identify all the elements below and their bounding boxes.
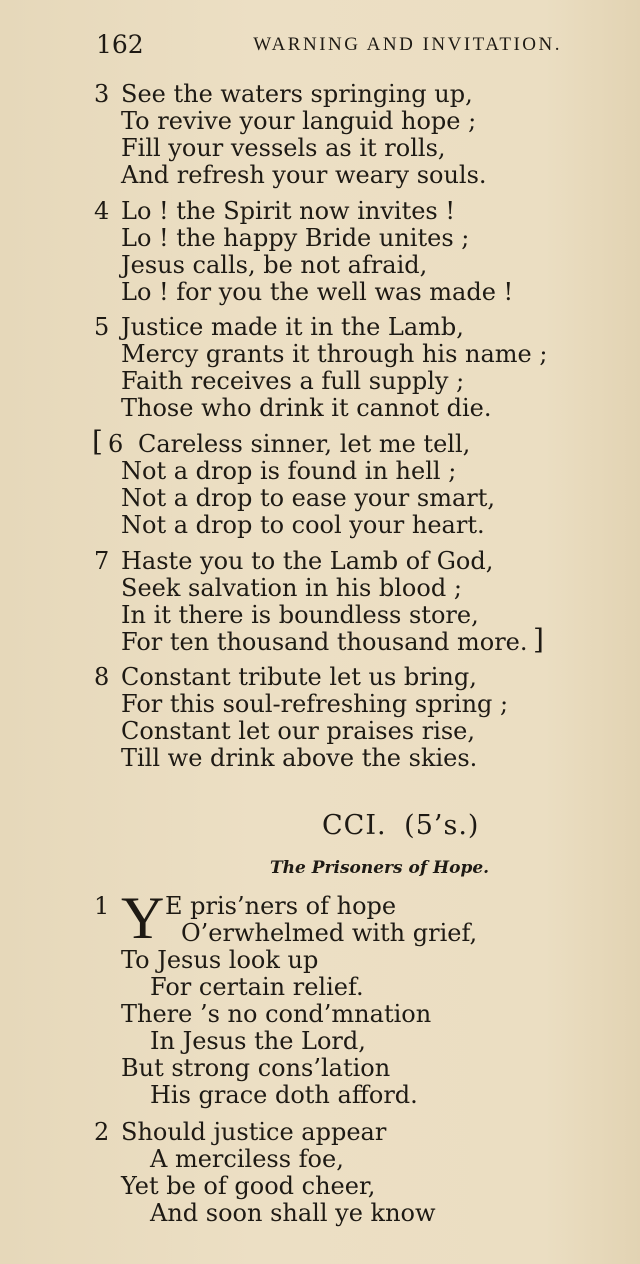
hymn-number: CCI. xyxy=(322,810,387,841)
hymn-subtitle: The Prisoners of Hope. xyxy=(270,858,490,878)
stanza-number: 3 xyxy=(94,80,110,108)
verse-line: In Jesus the Lord, xyxy=(150,1027,366,1055)
verse-line: Those who drink it cannot die. xyxy=(121,394,492,422)
verse-line: Constant let our praises rise, xyxy=(121,717,476,745)
running-head: WARNING AND INVITATION. xyxy=(253,34,562,55)
verse-line: Should justice appear xyxy=(121,1118,387,1146)
verse-line: To revive your languid hope ; xyxy=(121,107,477,135)
verse-line: And refresh your weary souls. xyxy=(121,161,487,189)
verse-line: Seek salvation in his blood ; xyxy=(121,574,462,602)
verse-line: Not a drop is found in hell ; xyxy=(121,457,457,485)
verse-line: Till we drink above the skies. xyxy=(121,744,478,772)
verse-line: Lo ! the Spirit now invites ! xyxy=(121,197,456,225)
verse-line: To Jesus look up xyxy=(121,946,319,974)
verse-line: Justice made it in the Lamb, xyxy=(121,313,464,341)
verse-line: Lo ! for you the well was made ! xyxy=(121,278,514,306)
verse-line: A merciless foe, xyxy=(150,1145,344,1173)
verse-line: Yet be of good cheer, xyxy=(121,1172,376,1200)
verse-line: Constant tribute let us bring, xyxy=(121,663,477,691)
verse-line: For this soul-refreshing spring ; xyxy=(121,690,509,718)
verse-line: Jesus calls, be not afraid, xyxy=(121,251,428,279)
stanza-number: 2 xyxy=(94,1118,110,1146)
open-bracket: [ xyxy=(92,425,103,458)
verse-line: And soon shall ye know xyxy=(150,1199,436,1227)
verse-line: In it there is boundless store, xyxy=(121,601,479,629)
verse-line: Not a drop to ease your smart, xyxy=(121,484,496,512)
verse-line: His grace doth afford. xyxy=(150,1081,418,1109)
close-bracket: ] xyxy=(533,623,544,656)
stanza-number: 7 xyxy=(94,547,110,575)
stanza-number: 6 xyxy=(108,430,124,458)
verse-line: Mercy grants it through his name ; xyxy=(121,340,548,368)
verse-line: Faith receives a full supply ; xyxy=(121,367,465,395)
hymn-meter: (5’s.) xyxy=(404,810,480,841)
verse-line: O’erwhelmed with grief, xyxy=(181,919,478,947)
stanza-number: 8 xyxy=(94,663,110,691)
hymn-title xyxy=(322,810,479,841)
verse-line: E pris’ners of hope xyxy=(165,892,397,920)
stanza-number: 4 xyxy=(94,197,110,225)
verse-line: For certain relief. xyxy=(150,973,364,1001)
verse-line: Lo ! the happy Bride unites ; xyxy=(121,224,470,252)
verse-line: Haste you to the Lamb of God, xyxy=(121,547,494,575)
verse-line: Fill your vessels as it rolls, xyxy=(121,134,446,162)
verse-line: Not a drop to cool your heart. xyxy=(121,511,485,539)
verse-line: There ’s no cond’mnation xyxy=(121,1000,432,1028)
drop-cap: Y xyxy=(121,885,165,951)
verse-line: For ten thousand thousand more. xyxy=(121,628,528,656)
page-header xyxy=(96,30,566,66)
verse-line: See the waters springing up, xyxy=(121,80,473,108)
stanza-number: 1 xyxy=(94,892,110,920)
verse-line: Careless sinner, let me tell, xyxy=(138,430,471,458)
verse-line: But strong cons’lation xyxy=(121,1054,391,1082)
page-number: 162 xyxy=(96,30,144,59)
stanza-number: 5 xyxy=(94,313,110,341)
